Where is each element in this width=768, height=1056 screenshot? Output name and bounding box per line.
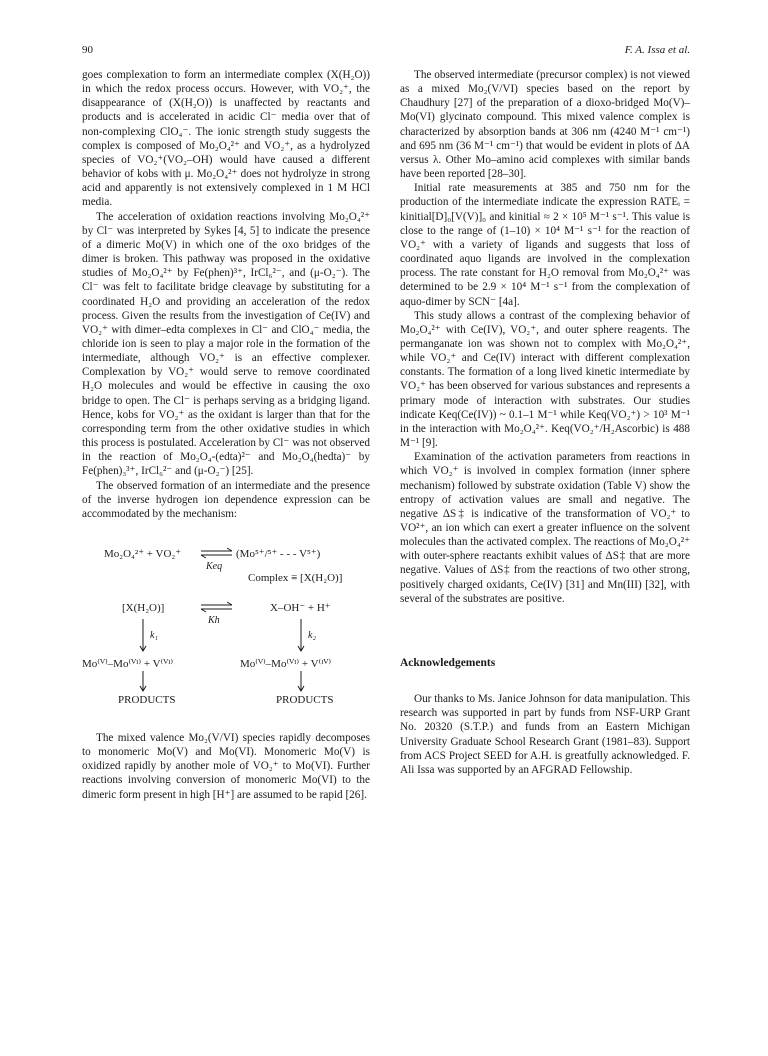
left-paragraph-4: The mixed valence Mo₂(V/VI) species rapidly decomposes to monomeric Mo(V) and Mo(VI). Monomeric Mo(V) is oxidized rapidly by another mole of VO₂⁺ to Mo(VI). Further reactions involving conversion of monomeric Mo(VI) to the dimeric form present in high [H⁺] are assumed to be rapid [26]. bbox=[82, 732, 370, 801]
down-arrow-icon bbox=[296, 619, 306, 653]
left-column bbox=[82, 68, 370, 802]
pathway1-products: Mo⁽ⱽ⁾–Mo⁽ⱽᴵ⁾ + V⁽ⱽᴵ⁾ bbox=[82, 658, 174, 670]
equilibrium-arrow-icon bbox=[200, 601, 234, 613]
kh-label: Kh bbox=[208, 615, 220, 626]
products-right: PRODUCTS bbox=[276, 694, 334, 706]
complex-definition: Complex ≡ [X(H₂O)] bbox=[248, 572, 343, 584]
right-paragraph-3: This study allows a contrast of the complexing behavior of Mo₂O₄²⁺ with Ce(IV), VO₂⁺, and outer sphere reagents. The permanganate ion was shown not to complex with Mo₂O₄²⁺, while VO₂⁺ and Ce(IV) interact with different complexation constants. The formation of a long lived kinetic intermediate by VO₂⁺ has been observed for various substances and represents a primary mode of interaction with substrates. Our studies indicate Keq(Ce(IV)) ~ 0.1–1 M⁻¹ while Keq(VO₂⁺) > 10³ M⁻¹ in the interaction with Mo₂O₄²⁺. Keq(VO₂⁺/H₂Ascorbic) is 488 M⁻¹ [9]. bbox=[400, 309, 690, 450]
keq-label: Keq bbox=[206, 561, 223, 572]
down-arrow-icon bbox=[138, 671, 148, 693]
down-arrow-icon bbox=[138, 619, 148, 653]
page-number: 90 bbox=[82, 44, 93, 56]
down-arrow-icon bbox=[296, 671, 306, 693]
reaction2-reactant: [X(H₂O)] bbox=[122, 602, 165, 614]
products-left: PRODUCTS bbox=[118, 694, 176, 706]
right-paragraph-1: The observed intermediate (precursor complex) is not viewed as a mixed Mo₂(V/VI) species based on the report by Chaudhury [27] of the preparation of a dioxo-bridged Mo(V)–Mo(VI) glycinato compound. This mixed valence complex is characterized by absorption bands at 306 nm (4240 M⁻¹ cm⁻¹) and 695 nm (36 M⁻¹ cm⁻¹) that would be evident in plots of ΔA versus λ. Other Mo–amino acid complexes with similar bands have been reported [28–30]. bbox=[400, 69, 690, 181]
reaction1-reactants: Mo₂O₄²⁺ + VO₂⁺ bbox=[104, 548, 182, 560]
left-paragraph-1: goes complexation to form an intermediate complex (X(H₂O)) in which the redox process occurs. However, with VO₂⁺, the disappearance of (X(H₂O)) is unaffected by reactants and products and is accelerated in acidic Cl⁻ media over that of non-complexing ClO₄⁻. The ionic strength study suggests the complex is composed of Mo₂O₄²⁺ and VO₂⁺, as a hydrolyzed species of VO₂⁺(VO₂–OH) would have caused a different behavior of kobs with μ. Mo₂O₄²⁺ does not hydrolyze in strong acid and apparently is not extensively complexed in 1 M HCl media. bbox=[82, 69, 370, 209]
acknowledgements-heading: Acknowledgements bbox=[400, 656, 496, 669]
left-paragraph-2: The acceleration of oxidation reactions involving Mo₂O₄²⁺ by Cl⁻ was interpreted by Sykes [4, 5] to indicate the presence of a dimeric Mo(V) in which one of the oxo bridges of the dimer is broken. This pathway was proposed in the oxidative studies of Mo₂O₄²⁺ by Fe(phen)³⁺, IrCl₆²⁻, and (μ-O₂⁻). The Cl⁻ was felt to facilitate bridge cleavage by substituting for a coordinated H₂O and providing an acceleration of the redox process. Given the results from the investigation of Ce(IV) and VO₂⁺ with dimer–edta complexes in Cl⁻ and ClO₄⁻ media, the chloride ion is seen to play a major role in the formation of the intermediate, although VO₂⁺ is an effective complexer. Complexation by VO₂⁺ would serve to remove coordinated H₂O molecules and would be effective in causing the oxo bridge to open. The Cl⁻ is perhaps serving as a bridging ligand. Hence, kobs for VO₂⁺ as the oxidant is larger than that for the corresponding term from the other oxidative studies in which this process is postulated. Acceleration by Cl⁻ was not observed in the reaction of Mo₂O₄-(edta)²⁻ and Mo₂O₄(hedta)⁻ by Fe(phen)₃³⁺, IrCl₆²⁻ and (μ-O₂⁻) [25]. bbox=[82, 210, 370, 478]
right-paragraph-4: Examination of the activation parameters from reactions in which VO₂⁺ is involved in complex formation (inner sphere mechanism) followed by substrate oxidation (Table V) show the entropy of activation values are small and negative. The negative ΔS‡ is indicative of the transformation of VO₂⁺ to VO²⁺, an ion which can exert a greater influence on the solvent molecules than the activated complex. The reactions of Mo₂O₄²⁺ with outer-sphere reactants exhibit values of ΔS‡ that are more negative. Values of ΔS‡ from the reactions of two other strong, positively charged oxidants, Ce(IV) [31] and Mn(III) [32], with several of the substrates are positive. bbox=[400, 451, 690, 605]
equilibrium-arrow-icon bbox=[200, 547, 234, 559]
left-paragraph-3: The observed formation of an intermediate and the presence of the inverse hydrogen ion dependence expression can be accommodated by the mechanism: bbox=[82, 479, 370, 520]
pathway2-products: Mo⁽ⱽ⁾–Mo⁽ⱽᴵ⁾ + V⁽ᴵⱽ⁾ bbox=[240, 658, 332, 670]
running-head: F. A. Issa et al. bbox=[624, 44, 690, 56]
acknowledgements-text: Our thanks to Ms. Janice Johnson for data manipulation. This research was supported in part by funds from NSF-URP Grant No. 20320 (S.T.P.) and funds from an Eastern Michigan University Graduate School Research Grant (1981–83). Support from ACS Project SEED for A.H. is greatfully acknowledged. F. Ali Issa was supported by an AFGRAD Fellowship. bbox=[400, 693, 690, 776]
right-column bbox=[400, 68, 690, 777]
mechanism-scheme bbox=[82, 535, 370, 706]
reaction1-product: (Mo⁵⁺/⁵⁺ - - - V⁵⁺) bbox=[236, 548, 321, 560]
k2-label: k₂ bbox=[308, 630, 316, 641]
k1-label: k₁ bbox=[150, 630, 158, 641]
right-paragraph-2: Initial rate measurements at 385 and 750 nm for the production of the intermediate indicate the expression RATEᵢ = kinitial[D]₀[V(V)]₀ and kinitial ≈ 2 × 10⁵ M⁻¹ s⁻¹. This value is close to the range of (1–10) × 10⁴ M⁻¹ s⁻¹ for the reaction of VO₂⁺ with a variety of ligands and suggests that loss of coordinated aquo ligands are involved in the complexation process. The rate constant for H₂O removal from Mo₂O₄²⁺ was determined to be 2.9 × 10⁴ M⁻¹ s⁻¹ from the complexation of aquo-dimer by SCN⁻ [4a]. bbox=[400, 182, 690, 308]
reaction2-products: X–OH⁻ + H⁺ bbox=[270, 602, 331, 614]
